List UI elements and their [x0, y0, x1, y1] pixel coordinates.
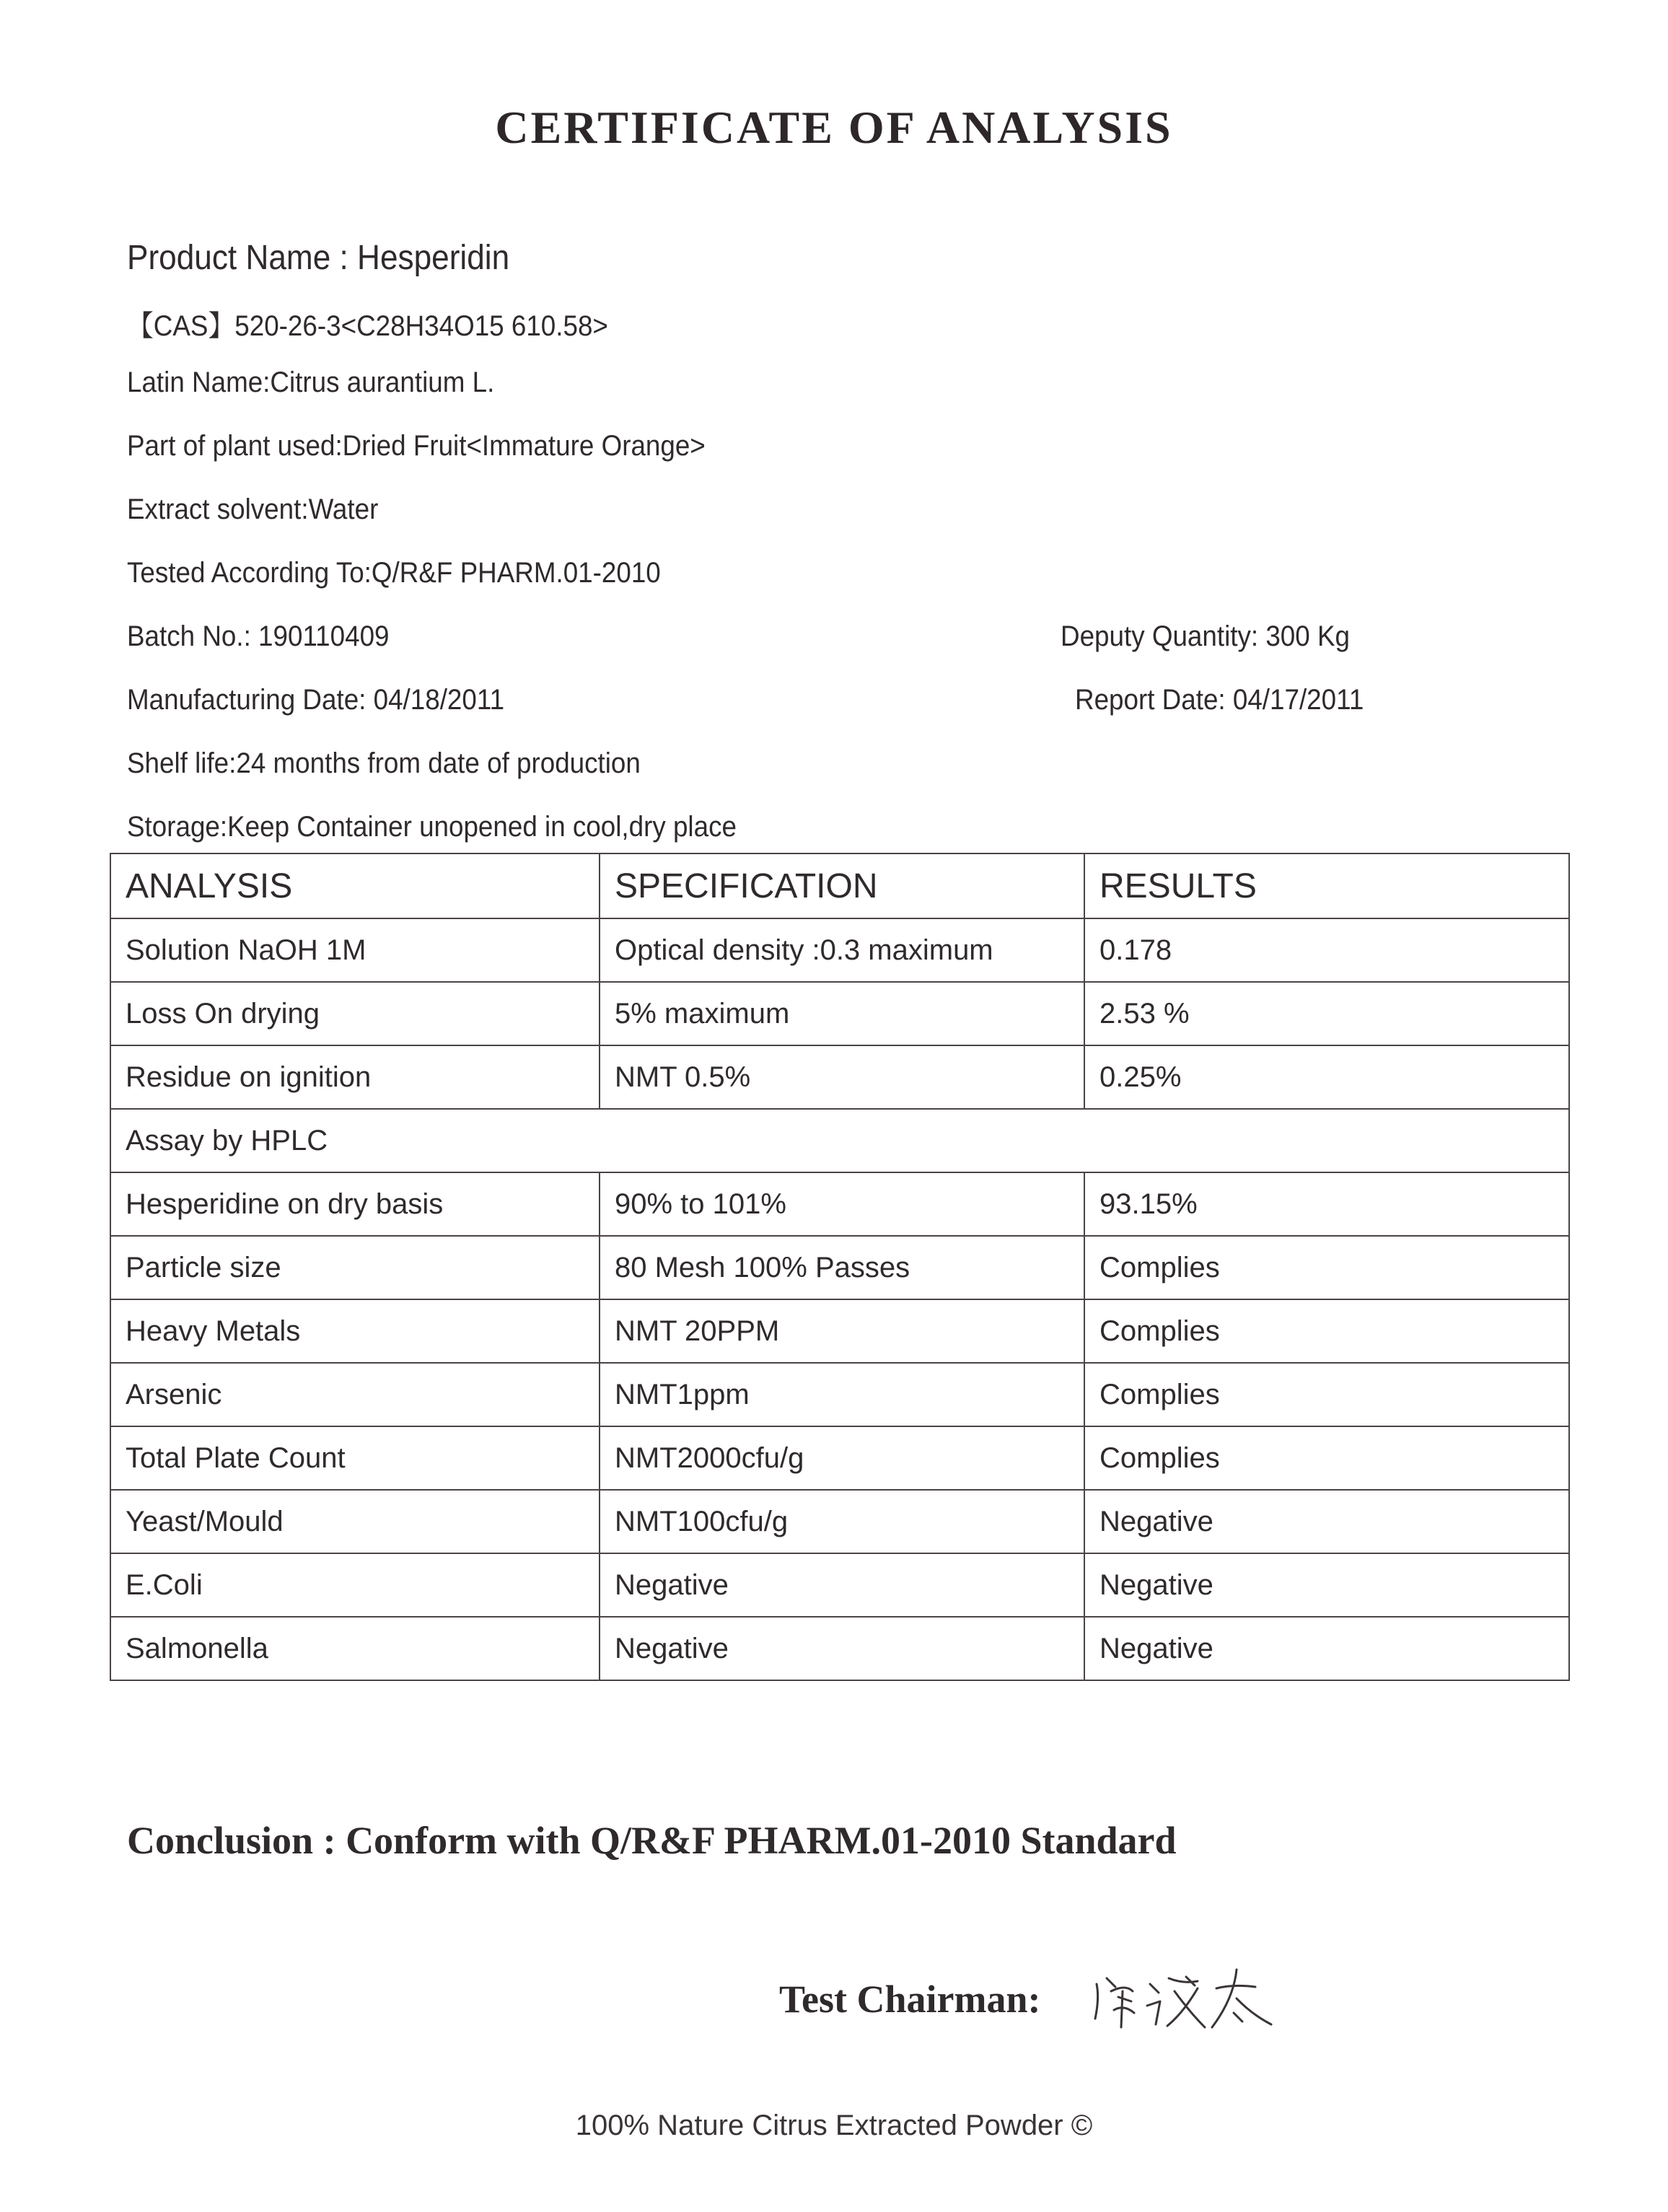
batch-number: Batch No.: 190110409 [127, 620, 390, 652]
table-row [110, 1553, 1569, 1617]
report-date: Report Date: 04/17/2011 [1075, 684, 1364, 716]
document-title: CERTIFICATE OF ANALYSIS [495, 102, 1173, 153]
result-cell: Complies [1084, 1426, 1569, 1490]
table-row [110, 1299, 1569, 1363]
specification-cell: 5% maximum [600, 982, 1084, 1045]
table-row [110, 918, 1569, 982]
specification-cell: NMT2000cfu/g [600, 1426, 1084, 1490]
analysis-cell: Yeast/Mould [110, 1490, 600, 1553]
analysis-cell: Residue on ignition [110, 1045, 600, 1109]
analysis-cell: Salmonella [110, 1617, 600, 1680]
test-chairman-label: Test Chairman: [779, 1978, 1041, 2021]
table-row [110, 1172, 1569, 1236]
result-cell: Negative [1084, 1617, 1569, 1680]
table-row [110, 1236, 1569, 1299]
analysis-cell: Particle size [110, 1236, 600, 1299]
plant-part: Part of plant used:Dried Fruit<Immature Orange> [127, 430, 706, 462]
specification-cell: Negative [600, 1617, 1084, 1680]
specification-cell: NMT100cfu/g [600, 1490, 1084, 1553]
table-row [110, 1617, 1569, 1680]
specification-cell: NMT 0.5% [600, 1045, 1084, 1109]
header-results: RESULTS [1084, 853, 1569, 918]
analysis-cell: Hesperidine on dry basis [110, 1172, 600, 1236]
specification-cell: 90% to 101% [600, 1172, 1084, 1236]
assay-section-cell: Assay by HPLC [110, 1109, 1569, 1172]
header-analysis: ANALYSIS [110, 853, 600, 918]
latin-name: Latin Name:Citrus aurantium L. [127, 367, 495, 398]
table-row [110, 1363, 1569, 1426]
table-row [110, 1045, 1569, 1109]
manufacturing-date: Manufacturing Date: 04/18/2011 [127, 684, 505, 716]
cas-number: 【CAS】520-26-3<C28H34O15 610.58> [127, 310, 608, 342]
footer-note: 100% Nature Citrus Extracted Powder © [575, 2110, 1093, 2141]
table-header-row [110, 853, 1569, 918]
table-row [110, 1109, 1569, 1172]
result-cell: Negative [1084, 1553, 1569, 1617]
result-cell: 93.15% [1084, 1172, 1569, 1236]
table-row [110, 1490, 1569, 1553]
deputy-quantity: Deputy Quantity: 300 Kg [1061, 620, 1350, 652]
table-row [110, 1426, 1569, 1490]
analysis-table [110, 853, 1570, 1681]
tested-according: Tested According To:Q/R&F PHARM.01-2010 [127, 557, 661, 589]
conclusion-statement: Conclusion : Conform with Q/R&F PHARM.01-2010 Standard [127, 1819, 1177, 1862]
analysis-cell: Total Plate Count [110, 1426, 600, 1490]
result-cell: Complies [1084, 1299, 1569, 1363]
header-specification: SPECIFICATION [600, 853, 1084, 918]
table-row [110, 982, 1569, 1045]
shelf-life: Shelf life:24 months from date of production [127, 747, 641, 779]
analysis-cell: Solution NaOH 1M [110, 918, 600, 982]
product-name: Product Name : Hesperidin [127, 239, 510, 277]
result-cell: Complies [1084, 1236, 1569, 1299]
storage: Storage:Keep Container unopened in cool,dry place [127, 811, 737, 843]
specification-cell: 80 Mesh 100% Passes [600, 1236, 1084, 1299]
extract-solvent: Extract solvent:Water [127, 493, 379, 525]
handwritten-signature [1089, 1962, 1277, 2035]
analysis-cell: Arsenic [110, 1363, 600, 1426]
analysis-cell: Loss On drying [110, 982, 600, 1045]
specification-cell: Optical density :0.3 maximum [600, 918, 1084, 982]
result-cell: 2.53 % [1084, 982, 1569, 1045]
result-cell: 0.25% [1084, 1045, 1569, 1109]
specification-cell: NMT 20PPM [600, 1299, 1084, 1363]
result-cell: Complies [1084, 1363, 1569, 1426]
specification-cell: Negative [600, 1553, 1084, 1617]
result-cell: 0.178 [1084, 918, 1569, 982]
result-cell: Negative [1084, 1490, 1569, 1553]
analysis-cell: E.Coli [110, 1553, 600, 1617]
analysis-cell: Heavy Metals [110, 1299, 600, 1363]
specification-cell: NMT1ppm [600, 1363, 1084, 1426]
